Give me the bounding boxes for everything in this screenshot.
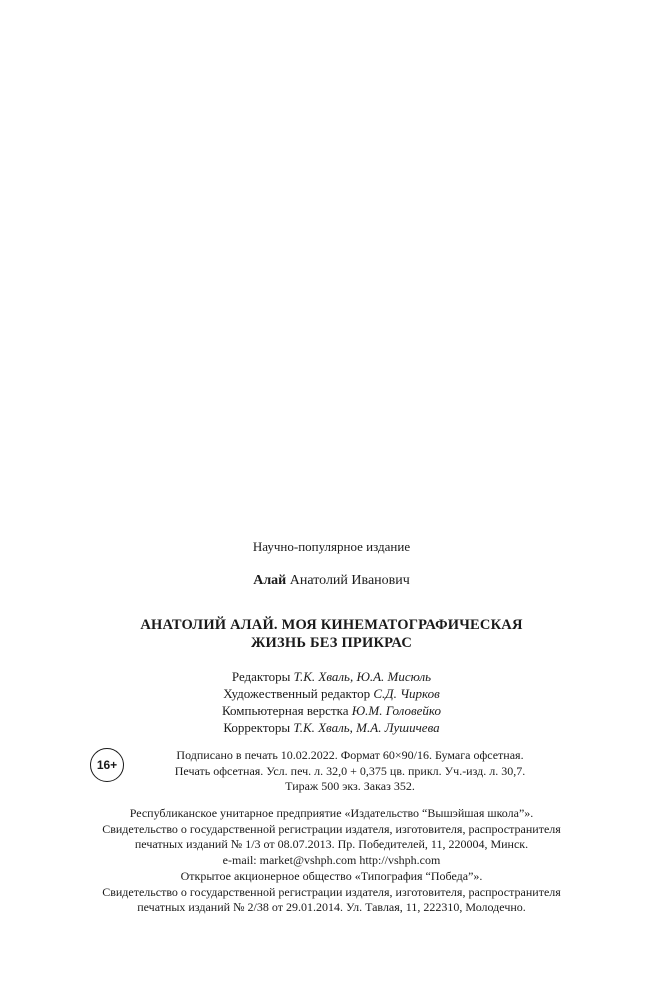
publisher-contacts: e-mail: market@vshph.com http://vshph.com bbox=[222, 852, 441, 867]
printer-line: Открытое акционерное общество «Типография “Победа”». bbox=[180, 869, 483, 883]
credit-names: Т.К. Хваль, Ю.А. Мисюль bbox=[293, 669, 432, 684]
credit-art-editor bbox=[0, 685, 663, 702]
publisher-line: печатных изданий № 1/3 от 08.07.2013. Пр. Победителей, 11, 220004, Минск. bbox=[134, 837, 529, 851]
publisher-line: Свидетельство о государственной регистрации издателя, изготовителя, распространителя bbox=[102, 821, 561, 836]
book-title-line: ЖИЗНЬ БЕЗ ПРИКРАС bbox=[250, 635, 413, 651]
print-info-block bbox=[150, 748, 550, 795]
book-title-line: АНАТОЛИЙ АЛАЙ. МОЯ КИНЕМАТОГРАФИЧЕСКАЯ bbox=[140, 617, 523, 633]
credit-role: Корректоры bbox=[223, 720, 294, 735]
age-rating-badge: 16+ bbox=[90, 748, 124, 782]
publisher-block bbox=[0, 806, 663, 868]
credit-names: Ю.М. Головейко bbox=[351, 703, 441, 718]
credit-layout bbox=[0, 702, 663, 719]
book-title bbox=[0, 616, 663, 652]
credits-block bbox=[0, 668, 663, 736]
publisher-line: Республиканское унитарное предприятие «Издательство “Вышэйшая школа”». bbox=[129, 806, 534, 820]
author-surname: Алай bbox=[253, 573, 287, 588]
credit-proofreaders bbox=[0, 719, 663, 736]
genre-label: Научно-популярное издание bbox=[252, 539, 411, 554]
credit-names: Т.К. Хваль, М.А. Лушичева bbox=[293, 720, 440, 735]
credit-role: Художественный редактор bbox=[223, 686, 374, 701]
credit-role: Компьютерная верстка bbox=[222, 703, 352, 718]
author-name bbox=[0, 573, 663, 589]
print-info-line: Печать офсетная. Усл. печ. л. 32,0 + 0,375 цв. прикл. Уч.-изд. л. 30,7. bbox=[174, 763, 526, 778]
credit-role: Редакторы bbox=[231, 669, 294, 684]
credit-editors bbox=[0, 668, 663, 685]
printer-block bbox=[0, 869, 663, 916]
print-info-line: Подписано в печать 10.02.2022. Формат 60×90/16. Бумага офсетная. bbox=[176, 748, 524, 762]
printer-line: Свидетельство о государственной регистрации издателя, изготовителя, распространителя bbox=[102, 884, 561, 899]
printer-line: печатных изданий № 2/38 от 29.01.2014. Ул. Тавлая, 11, 222310, Молодечно. bbox=[137, 900, 526, 914]
credit-names: С.Д. Чирков bbox=[373, 686, 440, 701]
author-given-names: Анатолий Иванович bbox=[286, 573, 410, 588]
print-info-line: Тираж 500 экз. Заказ 352. bbox=[285, 779, 415, 793]
